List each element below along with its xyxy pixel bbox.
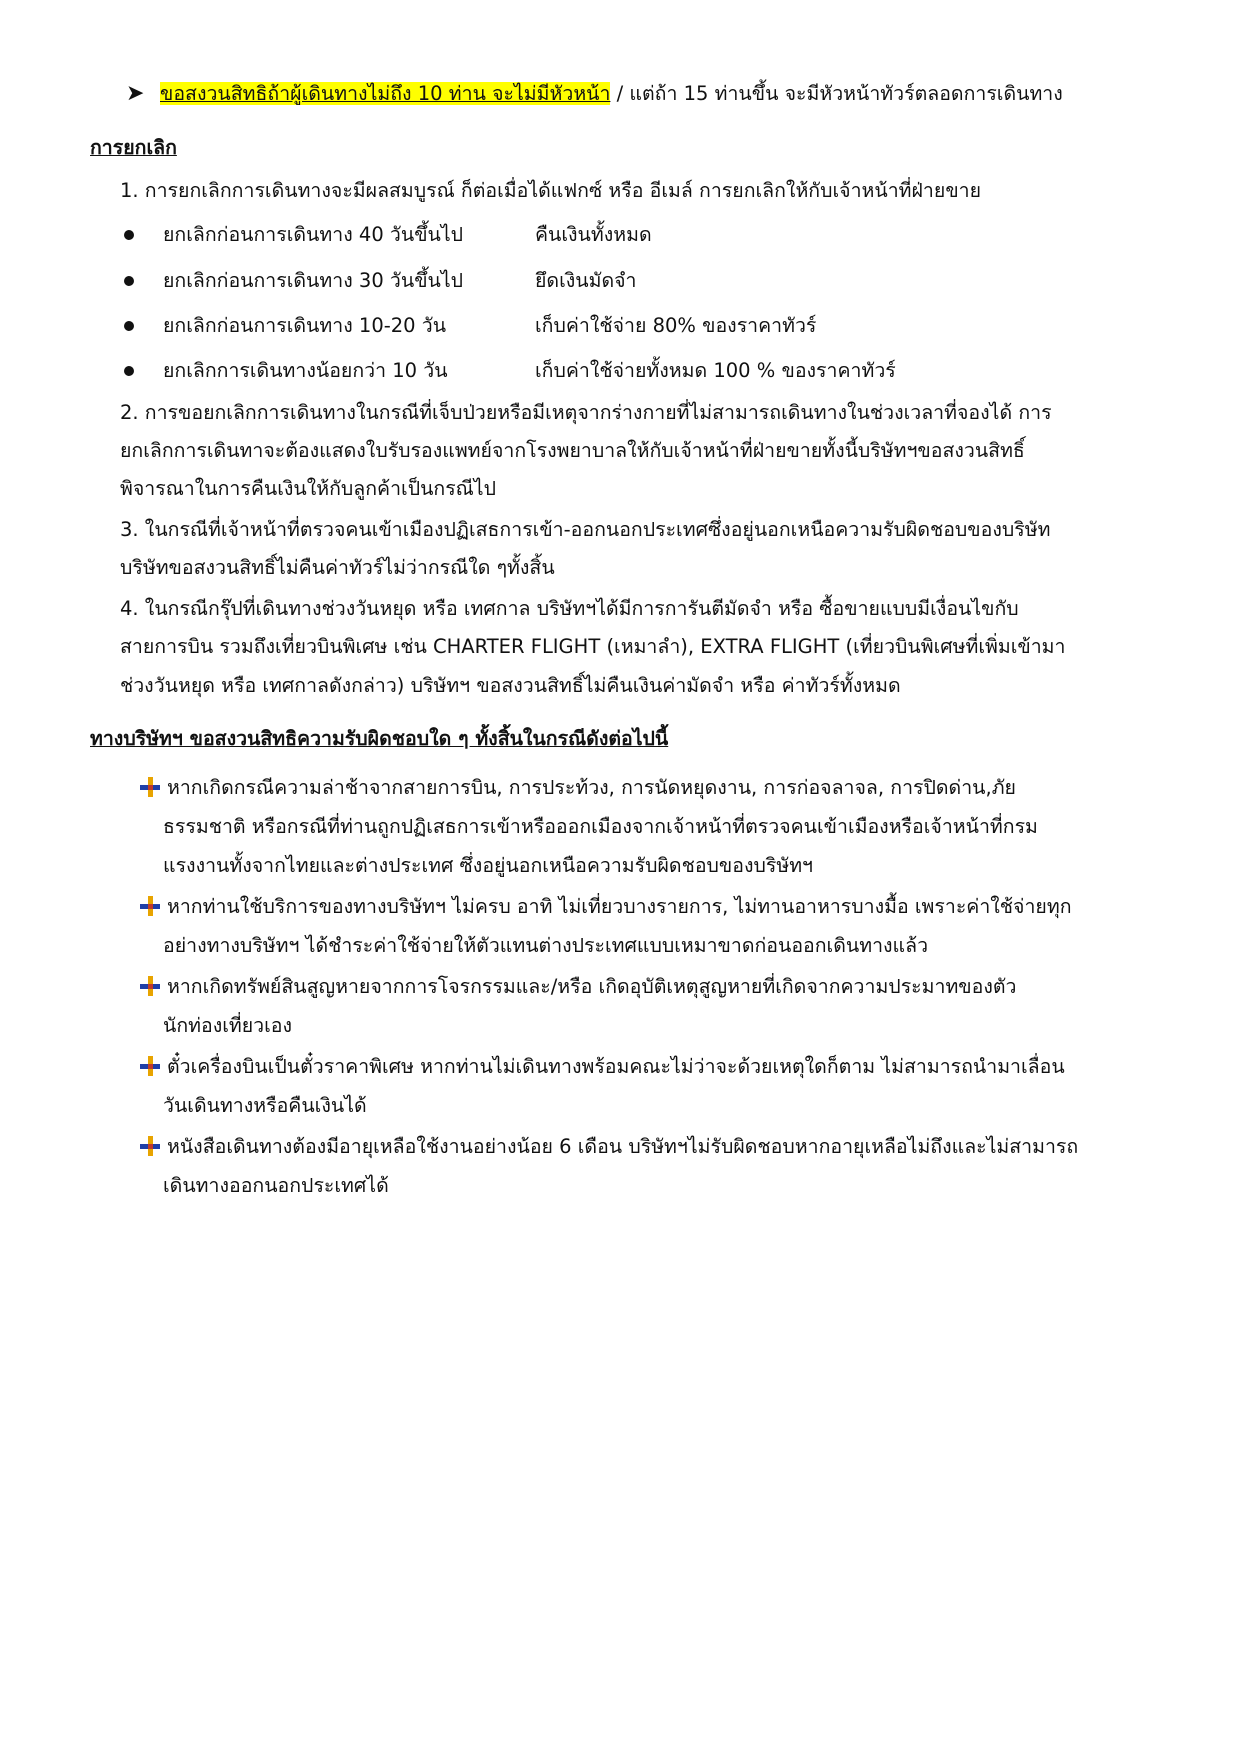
arrow-bullet-icon: ➤ xyxy=(126,81,145,106)
cancel-item-2-line: พิจารณาในการคืนเงินให้กับลูกค้าเป็นกรณีไป xyxy=(120,477,496,500)
plus-bullet-icon xyxy=(139,1055,161,1077)
liability-item-line: ตั๋วเครื่องบินเป็นตั๋วราคาพิเศษ หากท่านไม่เดินทางพร้อมคณะไม่ว่าจะด้วยเหตุใดก็ตาม ไม่สามารถนำมาเลื่อน xyxy=(167,1055,1065,1078)
bullet-dot-icon xyxy=(124,321,134,331)
highlighted-note: ขอสงวนสิทธิถ้าผู้เดินทางไม่ถึง 10 ท่าน จะไม่มีหัวหน้า xyxy=(160,82,611,105)
liability-heading: ทางบริษัทฯ ขอสงวนสิทธิความรับผิดชอบใด ๆ ทั้งสิ้นในกรณีดังต่อไปนี้ xyxy=(90,727,669,750)
cancel-item-4-line: สายการบิน รวมถึงเที่ยวบินพิเศษ เช่น CHARTER FLIGHT (เหมาลำ), EXTRA FLIGHT (เที่ยวบินพิเศษที่เพิ่มเข้ามา xyxy=(120,635,1066,658)
cancel-heading: การยกเลิก xyxy=(90,136,177,159)
bullet-condition: ยกเลิกก่อนการเดินทาง 30 วันขึ้นไป xyxy=(163,269,464,292)
bullet-dot-icon xyxy=(124,276,134,286)
liability-item-line: วันเดินทางหรือคืนเงินได้ xyxy=(163,1094,367,1117)
liability-item-line: ธรรมชาติ หรือกรณีที่ท่านถูกปฏิเสธการเข้าหรือออกเมืองจากเจ้าหน้าที่ตรวจคนเข้าเมืองหรือเจ้าหน้าที่กรม xyxy=(163,815,1038,838)
liability-item-line: นักท่องเที่ยวเอง xyxy=(163,1014,293,1037)
plus-bullet-icon xyxy=(139,975,161,997)
cancel-item-2-line: ยกเลิกการเดินทาจะต้องแสดงใบรับรองแพทย์จากโรงพยาบาลให้กับเจ้าหน้าที่ฝ่ายขายทั้งนี้บริษัทฯขอสงวนสิทธิ์ xyxy=(120,439,1025,462)
top-note xyxy=(126,79,1063,109)
plus-bullet-icon xyxy=(139,776,161,798)
cancel-item-1: 1. การยกเลิกการเดินทางจะมีผลสมบูรณ์ ก็ต่อเมื่อได้แฟกซ์ หรือ อีเมล์ การยกเลิกให้กับเจ้าหน้าที่ฝ่ายขาย xyxy=(120,179,982,202)
bullet-condition: ยกเลิกก่อนการเดินทาง 10-20 วัน xyxy=(163,314,447,337)
cancel-item-3-line: บริษัทขอสงวนสิทธิ์ไม่คืนค่าทัวร์ไม่ว่ากรณีใด ๆทั้งสิ้น xyxy=(120,556,555,579)
liability-item-line: หากเกิดทรัพย์สินสูญหายจากการโจรกรรมและ/หรือ เกิดอุบัติเหตุสูญหายที่เกิดจากความประมาทของตัว xyxy=(167,975,1017,998)
bullet-result: เก็บค่าใช้จ่ายทั้งหมด 100 % ของราคาทัวร์ xyxy=(535,359,896,382)
cancel-item-2-line: 2. การขอยกเลิกการเดินทางในกรณีที่เจ็บป่วยหรือมีเหตุจากร่างกายที่ไม่สามารถเดินทางในช่วงเวลาที่จองได้ การ xyxy=(120,401,1052,424)
plus-bullet-icon xyxy=(139,1135,161,1157)
cancel-item-3-line: 3. ในกรณีที่เจ้าหน้าที่ตรวจคนเข้าเมืองปฏิเสธการเข้า-ออกนอกประเทศซึ่งอยู่นอกเหนือความรับผิดชอบของบริษัท xyxy=(120,518,1051,541)
bullet-condition: ยกเลิกก่อนการเดินทาง 40 วันขึ้นไป xyxy=(163,223,464,246)
bullet-dot-icon xyxy=(124,230,134,240)
cancel-item-4-line: ช่วงวันหยุด หรือ เทศกาลดังกล่าว) บริษัทฯ ขอสงวนสิทธิ์ไม่คืนเงินค่ามัดจำ หรือ ค่าทัวร์ทั้งหมด xyxy=(120,674,901,697)
liability-item-line: หากท่านใช้บริการของทางบริษัทฯ ไม่ครบ อาทิ ไม่เที่ยวบางรายการ, ไม่ทานอาหารบางมื้อ เพราะค่าใช้จ่ายทุก xyxy=(167,895,1072,918)
bullet-condition: ยกเลิกการเดินทางน้อยกว่า 10 วัน xyxy=(163,359,448,382)
liability-item-line: แรงงานทั้งจากไทยและต่างประเทศ ซึ่งอยู่นอกเหนือความรับผิดชอบของบริษัทฯ xyxy=(163,854,813,877)
bullet-result: ยึดเงินมัดจำ xyxy=(535,269,637,292)
liability-item-line: หากเกิดกรณีความล่าช้าจากสายการบิน, การประท้วง, การนัดหยุดงาน, การก่อจลาจล, การปิดด่าน,ภัย xyxy=(167,776,1016,799)
liability-item-line: เดินทางออกนอกประเทศได้ xyxy=(163,1174,389,1197)
liability-item-line: อย่างทางบริษัทฯ ได้ชำระค่าใช้จ่ายให้ตัวแทนต่างประเทศแบบเหมาขาดก่อนออกเดินทางแล้ว xyxy=(163,934,929,957)
bullet-result: คืนเงินทั้งหมด xyxy=(535,223,652,246)
liability-item-line: หนังสือเดินทางต้องมีอายุเหลือใช้งานอย่างน้อย 6 เดือน บริษัทฯไม่รับผิดชอบหากอายุเหลือไม่ถึงและไม่สามารถ xyxy=(167,1135,1079,1158)
cancel-item-4-line: 4. ในกรณีกรุ๊ปที่เดินทางช่วงวันหยุด หรือ เทศกาล บริษัทฯได้มีการการันตีมัดจำ หรือ ซื้อขายแบบมีเงื่อนไขกับ xyxy=(120,597,1019,620)
plus-bullet-icon xyxy=(139,895,161,917)
note-rest: / แต่ถ้า 15 ท่านขึ้น จะมีหัวหน้าทัวร์ตลอดการเดินทาง xyxy=(610,82,1063,105)
bullet-dot-icon xyxy=(124,366,134,376)
bullet-result: เก็บค่าใช้จ่าย 80% ของราคาทัวร์ xyxy=(535,314,817,337)
